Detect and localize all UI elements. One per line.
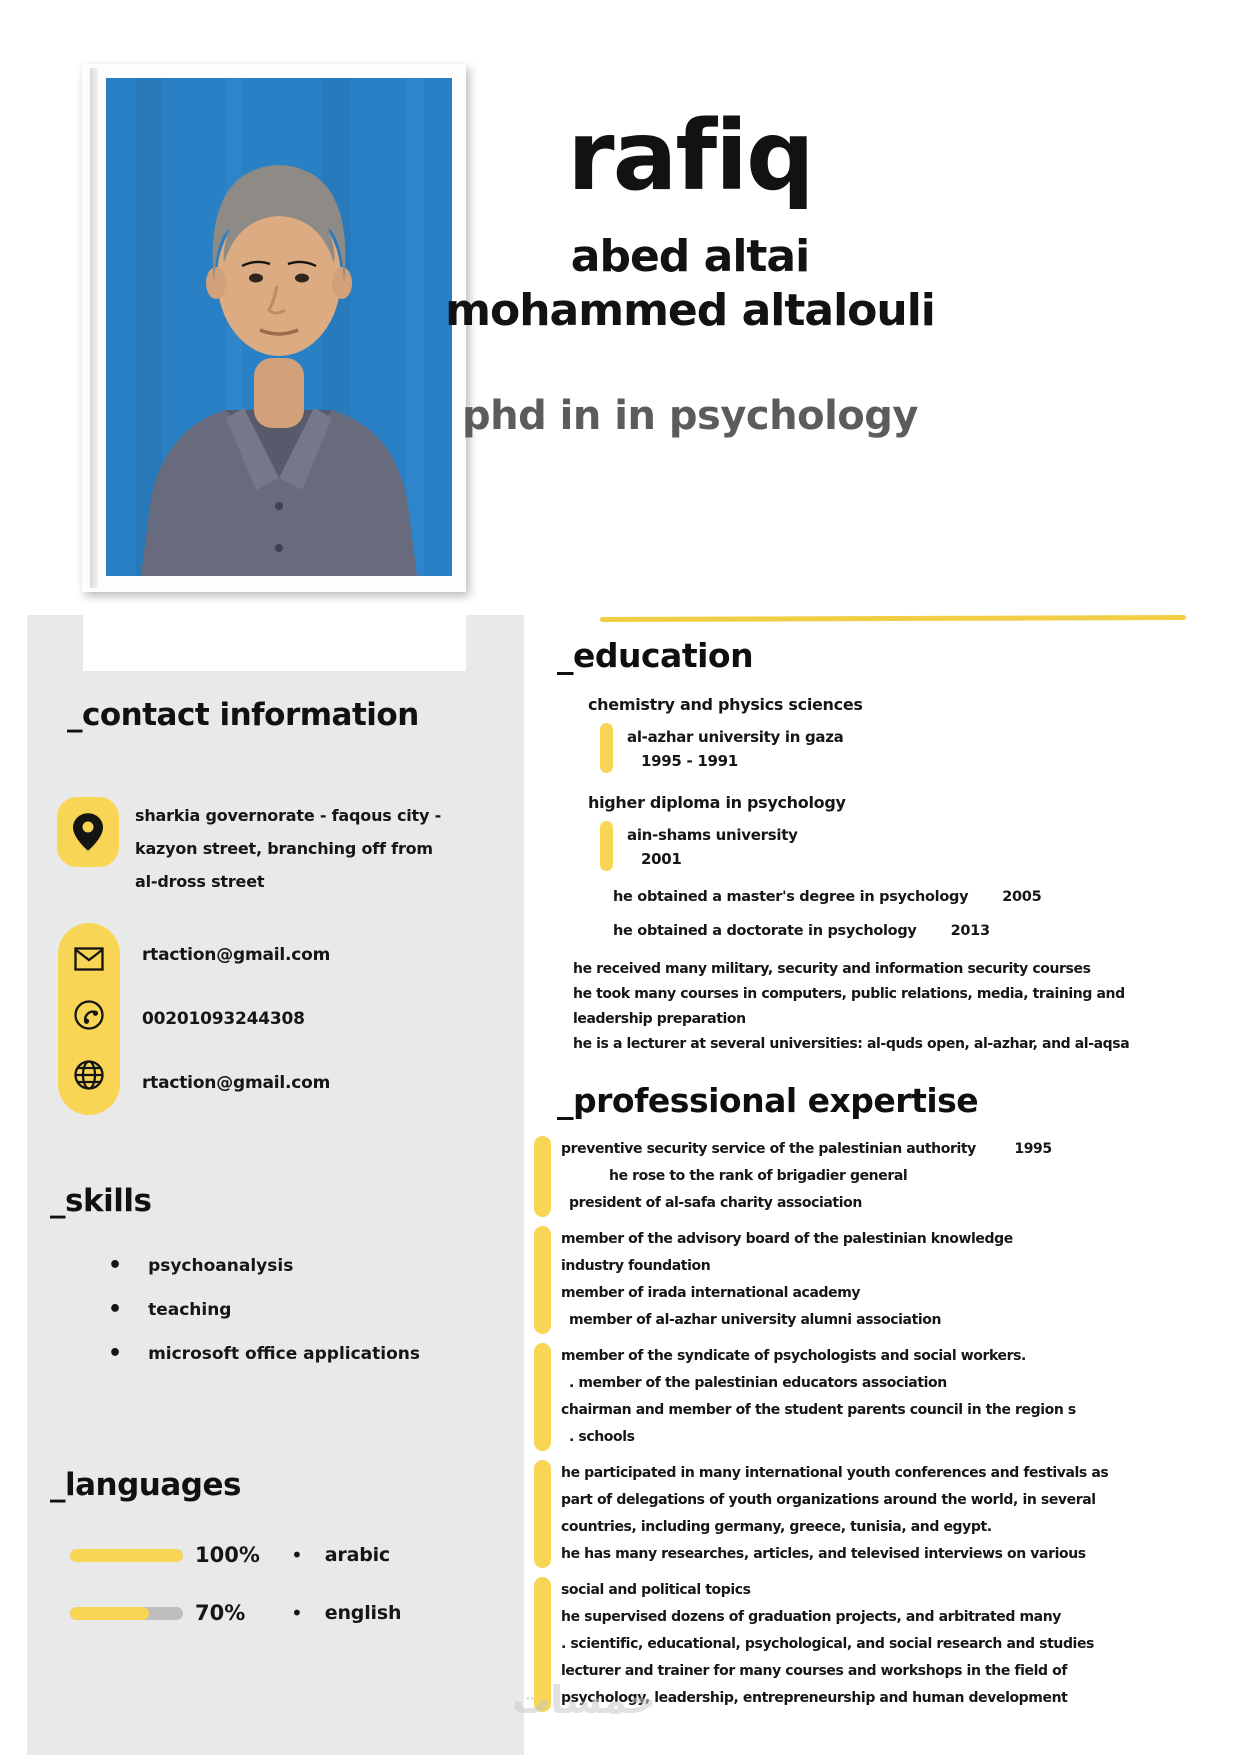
bullet-icon: • bbox=[291, 1601, 303, 1625]
note-line: leadership preparation bbox=[573, 1011, 746, 1027]
expertise-line: social and political topics bbox=[561, 1582, 751, 1598]
expertise-line: . member of the palestinian educators association bbox=[569, 1375, 947, 1391]
bullet-icon: • bbox=[108, 1341, 123, 1366]
expertise-line: lecturer and trainer for many courses and workshops in the field of bbox=[561, 1663, 1068, 1679]
address-text bbox=[135, 797, 441, 898]
skill-label: teaching bbox=[148, 1299, 232, 1320]
language-progress-fill bbox=[70, 1607, 149, 1620]
note-line: he received many military, security and information security courses bbox=[573, 961, 1091, 977]
language-name: arabic bbox=[324, 1544, 390, 1566]
website-value: rtaction@gmail.com bbox=[142, 1073, 331, 1093]
sidebar bbox=[27, 615, 524, 1755]
expertise-year: 1995 bbox=[1014, 1141, 1052, 1157]
expertise-line bbox=[561, 1136, 1052, 1163]
expertise-group bbox=[534, 1226, 1241, 1334]
accent-bar bbox=[600, 723, 613, 773]
education-entry bbox=[600, 821, 1241, 871]
expertise-line: president of al-safa charity association bbox=[569, 1195, 862, 1211]
accent-bar bbox=[534, 1460, 551, 1568]
expertise-line: member of the advisory board of the palestinian knowledge bbox=[561, 1231, 1013, 1247]
name-header bbox=[400, 100, 980, 440]
skills-list bbox=[108, 1253, 420, 1385]
bullet-icon: • bbox=[291, 1543, 303, 1567]
skill-label: psychoanalysis bbox=[148, 1255, 294, 1276]
expertise-line: member of irada international academy bbox=[561, 1285, 861, 1301]
language-progress-track bbox=[70, 1549, 183, 1562]
education-school: ain-shams university bbox=[627, 826, 798, 844]
expertise-lines bbox=[551, 1226, 1013, 1334]
education-entry bbox=[600, 723, 1241, 773]
skill-label: microsoft office applications bbox=[148, 1343, 421, 1364]
expertise-line: . schools bbox=[569, 1429, 635, 1445]
skills-heading: _skills bbox=[50, 1183, 152, 1219]
last-name-line2: mohammed altalouli bbox=[445, 284, 935, 336]
address-line: al-dross street bbox=[135, 872, 265, 891]
expertise-line: he participated in many international youth conferences and festivals as bbox=[561, 1465, 1109, 1481]
language-row bbox=[70, 1543, 390, 1567]
expertise-line: he rose to the rank of brigadier general bbox=[609, 1168, 908, 1184]
main-column bbox=[525, 612, 1241, 1721]
contact-methods bbox=[58, 923, 330, 1115]
expertise-line: chairman and member of the student parents council in the region s bbox=[561, 1402, 1076, 1418]
note-line: he is a lecturer at several universities: al-quds open, al-azhar, and al-aqsa bbox=[573, 1036, 1130, 1052]
education-years: 2001 bbox=[641, 850, 682, 868]
education-heading: _education bbox=[557, 636, 754, 675]
phone-icon bbox=[73, 999, 105, 1031]
expertise-group bbox=[534, 1136, 1241, 1217]
expertise-text: preventive security service of the palestinian authority bbox=[561, 1141, 976, 1157]
language-percent: 100% bbox=[195, 1543, 260, 1567]
contact-icons-pill bbox=[58, 923, 120, 1115]
milestone-text: he obtained a master's degree in psychology bbox=[613, 889, 969, 905]
accent-bar bbox=[600, 821, 613, 871]
expertise-group bbox=[534, 1460, 1241, 1568]
last-name-line1: abed altai bbox=[570, 231, 810, 282]
location-pin-icon bbox=[73, 813, 103, 851]
expertise-lines bbox=[551, 1343, 1076, 1451]
address-line: sharkia governorate - faqous city - bbox=[135, 806, 442, 825]
expertise-group bbox=[534, 1343, 1241, 1451]
skill-item bbox=[108, 1253, 420, 1278]
accent-bar bbox=[534, 1136, 551, 1217]
skill-item bbox=[108, 1341, 420, 1366]
milestone-year: 2013 bbox=[950, 923, 990, 939]
expertise-line: . scientific, educational, psychological, and social research and studies bbox=[561, 1636, 1094, 1652]
expertise-line: part of delegations of youth organizations around the world, in several bbox=[561, 1492, 1096, 1508]
expertise-line: member of al-azhar university alumni association bbox=[569, 1312, 942, 1328]
languages-heading: _languages bbox=[50, 1467, 241, 1503]
watermark: خمسات bbox=[512, 1678, 656, 1722]
expertise-line: he has many researches, articles, and televised interviews on various bbox=[561, 1546, 1086, 1562]
location-icon-box bbox=[57, 797, 119, 867]
education-milestone bbox=[613, 889, 1241, 905]
email-icon bbox=[74, 947, 104, 971]
expertise-lines bbox=[551, 1136, 1052, 1217]
sidebar-notch bbox=[83, 615, 466, 671]
address-line: kazyon street, branching off from bbox=[135, 839, 433, 858]
expertise-line: member of the syndicate of psychologists and social workers. bbox=[561, 1348, 1026, 1364]
expertise-line: countries, including germany, greece, tunisia, and egypt. bbox=[561, 1519, 992, 1535]
note-line: he took many courses in computers, public relations, media, training and bbox=[573, 986, 1125, 1002]
education-field: higher diploma in psychology bbox=[588, 793, 846, 812]
education-notes bbox=[573, 957, 1241, 1057]
expertise-lines bbox=[551, 1460, 1108, 1568]
skill-item bbox=[108, 1297, 420, 1322]
expertise-line: he supervised dozens of graduation projects, and arbitrated many bbox=[561, 1609, 1061, 1625]
education-entry-text bbox=[613, 821, 798, 871]
language-progress-track bbox=[70, 1607, 183, 1620]
accent-bar bbox=[534, 1343, 551, 1451]
email-value: rtaction@gmail.com bbox=[142, 945, 331, 965]
contact-values bbox=[142, 923, 330, 1115]
expertise-line: psychology, leadership, entrepreneurship and human development bbox=[561, 1690, 1068, 1706]
job-title: phd in in psychology bbox=[462, 393, 918, 440]
milestone-text: he obtained a doctorate in psychology bbox=[613, 923, 917, 939]
language-progress-fill bbox=[70, 1549, 183, 1562]
expertise-groups bbox=[534, 1136, 1241, 1712]
bullet-icon: • bbox=[108, 1297, 123, 1322]
address-row bbox=[57, 797, 441, 898]
language-percent: 70% bbox=[195, 1601, 246, 1625]
first-name: rafiq bbox=[567, 100, 813, 212]
globe-icon bbox=[73, 1059, 105, 1091]
education-school: al-azhar university in gaza bbox=[627, 728, 844, 746]
last-name bbox=[400, 230, 980, 337]
expertise-line: industry foundation bbox=[561, 1258, 711, 1274]
education-field: chemistry and physics sciences bbox=[588, 695, 863, 714]
bullet-icon: • bbox=[108, 1253, 123, 1278]
milestone-year: 2005 bbox=[1002, 889, 1042, 905]
education-milestone bbox=[613, 923, 1241, 939]
phone-value: 00201093244308 bbox=[142, 1009, 305, 1029]
language-name: english bbox=[324, 1602, 402, 1624]
education-entry-text bbox=[613, 723, 844, 773]
accent-bar bbox=[534, 1226, 551, 1334]
education-years: 1995 - 1991 bbox=[641, 752, 738, 770]
expertise-heading: _professional expertise bbox=[557, 1081, 979, 1120]
language-row bbox=[70, 1601, 401, 1625]
photo-spine bbox=[90, 68, 98, 588]
contact-heading: _contact information bbox=[67, 697, 419, 733]
